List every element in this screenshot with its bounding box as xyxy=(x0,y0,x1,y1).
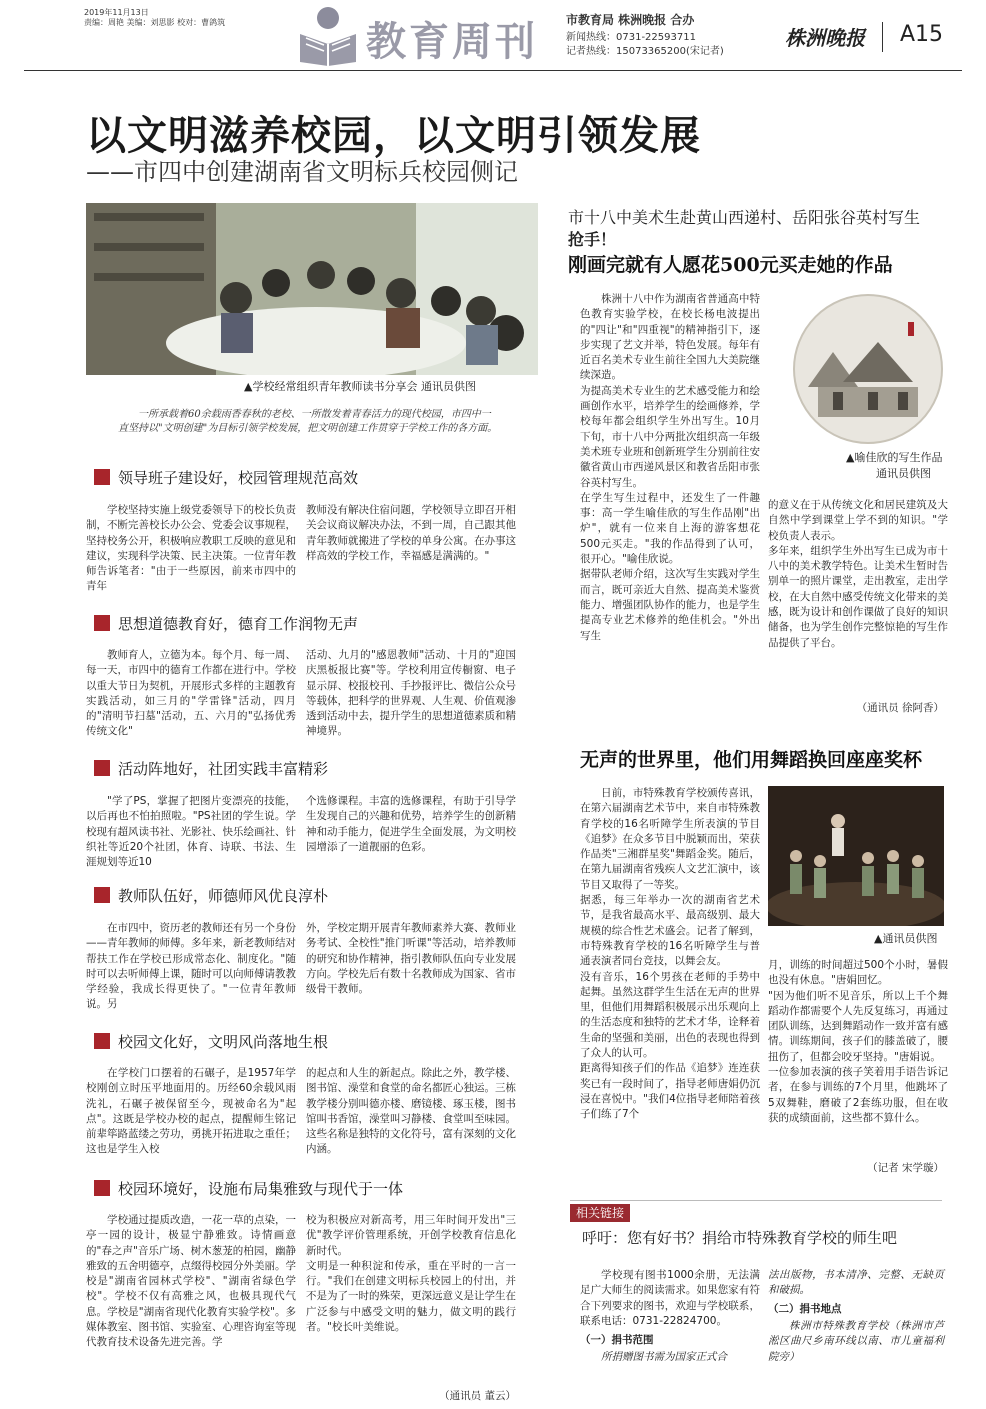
section-heading xyxy=(94,467,534,489)
section3-col1: "学了PS，掌握了把图片变漂亮的技能，以后再也不怕拍照啦。"PS社团的学生说。学校现有超风读书社、光影社、快乐绘画社、针织社等近20个社团，体育、诗联、书法、生涯规划等近10 xyxy=(86,795,296,869)
related-sub2: （二）捐书地点 xyxy=(768,1303,842,1315)
sketch-credit: 通讯员供图 xyxy=(876,467,931,480)
dance-photo-caption: ▲通讯员供图 xyxy=(874,932,938,945)
section-marker-icon xyxy=(94,615,110,631)
related-title: 呼吁：您有好书？捐给市特殊教育学校的师生吧 xyxy=(582,1229,898,1247)
section-marker-icon xyxy=(94,1180,110,1196)
section-title-text: 校园文化好，文明风尚落地生根 xyxy=(118,1033,329,1051)
art-story-kicker: 市十八中美术生赴黄山西递村、岳阳张谷英村写生 xyxy=(568,208,921,227)
section-title-text: 校园环境好，设施布局集雅致与现代于一体 xyxy=(118,1180,404,1198)
dance-story-title: 无声的世界里，他们用舞蹈换回座座奖杯 xyxy=(580,749,923,771)
sketch-artwork-photo xyxy=(788,292,948,446)
art-story-title: 刚画完就有人愿花500元买走她的作品 xyxy=(568,254,893,276)
related-col2: 法出版物，书本清净、完整、无缺页和破损。 xyxy=(768,1269,944,1297)
news-hotline: 新闻热线：0731-22593711 xyxy=(566,32,696,43)
co-organizers: 市教育局 株洲晚报 合办 xyxy=(566,13,695,27)
section6-signature: （通讯员 董云） xyxy=(439,1390,516,1402)
section2-col1: 教师育人，立德为本。每个月、每一周、每一天，市四中的德育工作都在进行中。学校以重大节日为契机，开展形式多样的主题教育实践活动，如三月的"学雷锋"活动，四月的"清明节扫墓"活动，五、六月的"弘扬优秀传统文化" xyxy=(86,649,296,738)
dance-story-col1: 日前，市特殊教育学校颁传喜讯，在第六届湖南艺术节中，来自市特殊教育学校的16名听障学生所表演的节目《追梦》在众多节目中脱颖而出，荣获作品类"三湘群星奖"舞蹈金奖。随后，在第九届湖南省残疾人文艺汇演中，该节目又取得了一等奖。 据悉，每三年举办一次的湖南省艺术节，是我省最高水平、最高级别、最大规模的综合性艺术盛会。记者了解到，市特殊教育学校的16名听障学生与普通表演者同台竞技，以舞会友。 没有音乐，16个男孩在老师的手势中起舞。虽然这群学生生活在无声的世界里，但他们用舞蹈积极展示出乐观向上的生活态度和独特的艺术才华，诠释着生命的坚强和美丽，出色的表现也得到了众人的认可。 距离得知孩子们的作品《追梦》连连获奖已有一段时间了，指导老师唐娟仍沉浸在喜悦中。"我们4位指导老师陪着孩子们练了7个 xyxy=(580,787,760,1121)
related-tag-wrap xyxy=(570,1202,630,1221)
issue-date: 2019年11月13日 xyxy=(84,8,149,17)
section-heading xyxy=(94,885,534,907)
teachers-reading-photo xyxy=(86,203,538,375)
section2-col2: 活动、九月的"感恩教师"活动、十月的"迎国庆黑板报比赛"等。学校利用宣传橱窗、电子显示屏、校报校刊、手抄报评比、微信公众号等载体，把科学的世界观、人生观、价值观渗透到活动中去，提升学生的思想道德素质和精神境界。 xyxy=(306,649,516,738)
section3-col2: 个选修课程。丰富的选修课程，有助于引导学生发现自己的兴趣和优势，培养学生的创新精神和动手能力，促进学生全面发展，为文明校园增添了一道靓丽的色彩。 xyxy=(306,795,516,853)
section-heading xyxy=(94,1178,534,1200)
section-title-text: 领导班子建设好，校园管理规范高效 xyxy=(118,469,359,487)
dance-photo xyxy=(768,786,944,926)
section5-col2: 的起点和人生的新起点。除此之外，教学楼、图书馆、澡堂和食堂的命名都匠心独运。三栋教学楼分别叫德亦楼、磨镜楼、琢玉楼，图书馆叫书香馆，澡堂叫习静楼、食堂叫至味园。这些名称是独特的文化符号，富有深刻的文化内涵。 xyxy=(306,1067,516,1156)
art-story-col1: 株洲十八中作为湖南省普通高中特色教育实验学校，在校长杨电波提出的"四让"和"四重视"的精神指引下，逐步实现了艺文并举，特色发展。每年有近百名美术专业生前往全国九大美院继续深造。 为提高美术专业生的艺术感受能力和绘画创作水平，培养学生的绘画修养，学校每年都会组织学生外出写生。10月下旬，市十八中分两批次组织高一年级美术班专业班和创新班学生分别前往安徽省黄山市西递风景区和教省岳阳市张谷英村写生。 在学生写生过程中，还发生了一件趣事：高一学生喻佳欣的写生作品刚"出炉"，就有一位来自上海的游客想花500元买走。"我的作品得到了认可，很开心。"喻佳欣说。 据带队老师介绍，这次写生实践对学生而言，既可亲近大自然、提高美术鉴赏能力、增强团队协作的能力，也是学生提高专业艺术修养的绝佳机会。"外出写生 xyxy=(580,293,760,642)
editor-credits: 责编：周艳 美编：刘思影 校对：曹鸽筑 xyxy=(84,18,226,27)
section-title-text: 教师队伍好，师德师风优良淳朴 xyxy=(118,887,329,905)
section4-col1: 在市四中，资历老的教师还有另一个身份——青年教师的师傅。多年来，新老教师结对帮扶工作在学校已形成常态化、制度化。"随时可以去听师傅上课，随时可以向师傅请教教学经验，我成长得更快了。"一位青年教师说。另 xyxy=(86,922,296,1011)
related-tag: 相关链接 xyxy=(570,1204,630,1222)
related-divider xyxy=(570,1200,942,1201)
main-headline: 以文明滋养校园，以文明引领发展 xyxy=(86,113,701,159)
section-marker-icon xyxy=(94,1033,110,1049)
section-heading xyxy=(94,758,534,780)
section1-col1: 学校坚持实施上级党委领导下的校长负责制，不断完善校长办公会、党委会议事规程，坚持校务公开，积极响应教职工反映的意见和建议，实现科学决策、民主决策。一位青年教师告诉笔者："由于一些原因，前来市四中的青年 xyxy=(86,504,296,593)
section6-col2: 校为积极应对新高考，用三年时间开发出"三优"教学评价管理系统，开创学校教育信息化新时代。 文明是一种积淀和传承，重在平时的一言一行。"我们在创建文明标兵校园上的付出，并不是为了一时的殊荣，更深远意义是让学生在广泛参与中感受文明的魅力，做文明的践行者。"校长叶美维说。 xyxy=(306,1214,516,1334)
sketch-caption: ▲喻佳欣的写生作品 xyxy=(846,451,943,464)
dance-story-col2: 月，训练的时间超过500个小时，暑假也没有休息。"唐娟回忆。 "因为他们听不见音乐，所以上千个舞蹈动作都需要个人先反复练习，再通过团队训练，达到舞蹈动作一致并富有感情。训练期间，孩子们的膝盖破了，腰扭伤了，但都会咬牙坚持。"唐娟说。 一位参加表演的孩子笑着用手语告诉记者，在参与训练的7个月里，他跳坏了5双舞鞋，磨破了2套练功服，但在收获的成绩面前，这些都不算什么。 xyxy=(768,959,948,1124)
section-marker-icon xyxy=(94,760,110,776)
reading-mascot-icon xyxy=(296,4,360,66)
section5-col1: 在学校门口摆着的石碾子，是1957年学校刚创立时压平地面用的。历经60余载风雨洗礼，石碾子被保留至今，现被命名为"起点"。这既是学校办校的起点，提醒师生铭记前辈筚路蓝缕之劳功，勇挑开拓进取之重任；这也是学生入校 xyxy=(86,1067,296,1156)
section-heading xyxy=(94,613,534,635)
section-title: 教育周刊 xyxy=(366,19,538,65)
newspaper-logo: 株洲晚报 xyxy=(785,26,865,50)
art-story-signature: （通讯员 徐阿香） xyxy=(856,702,944,714)
dance-story-signature: （记者 宋学璇） xyxy=(867,1162,944,1174)
art-story-kicker2: 抢手！ xyxy=(568,230,617,249)
related-col1: 学校现有图书1000余册，无法满足广大师生的阅读需求。如果您家有符合下列要求的图书，欢迎与学校联系，联系电话：0731-22824700。 xyxy=(580,1269,760,1327)
section4-col2: 外，学校定期开展青年教师素养大赛、教师业务考试、全校性"推门听课"等活动，培养教师的研究和协作精神，指引教师队伍向专业发展方向。学校先后有数十名教师成为国家、省市级骨干教师。 xyxy=(306,922,516,996)
related-sub1: （一）捐书范围 xyxy=(580,1334,654,1346)
section-heading xyxy=(94,1031,534,1053)
header-divider xyxy=(882,22,883,52)
section-marker-icon xyxy=(94,887,110,903)
related-col1b: 所捐赠图书需为国家正式合 xyxy=(601,1351,727,1363)
reporter-hotline: 记者热线：15073365200(宋记者) xyxy=(566,46,724,57)
header-rule xyxy=(24,70,962,71)
section-marker-icon xyxy=(94,469,110,485)
lead-paragraph: 一所承载着60余载雨香春秋的老校、一所散发着青春活力的现代校园，市四中一直坚持以"文明创建"为目标引领学校发展，把文明创建工作贯穿于学校工作的各方面。 xyxy=(118,409,498,434)
related-col2b: 株洲市特殊教育学校（株洲市芦淞区曲尺乡南环线以南、市儿童福利院旁） xyxy=(768,1320,944,1363)
section1-col2: 教师没有解决住宿问题，学校领导立即召开相关会议商议解决办法，不到一周，自己跟其他青年教师就搬进了学校的单身公寓。在办事这样高效的学校工作，幸福感是满满的。" xyxy=(306,504,516,562)
main-subhead: ——市四中创建湖南省文明标兵校园侧记 xyxy=(86,158,518,186)
page-number: A15 xyxy=(900,22,944,47)
section-title-text: 活动阵地好，社团实践丰富精彩 xyxy=(118,760,329,778)
section-title-text: 思想道德教育好，德育工作润物无声 xyxy=(118,615,359,633)
art-story-col2: 的意义在于从传统文化和居民建筑及大自然中学到课堂上学不到的知识。"学校负责人表示。 多年来，组织学生外出写生已成为市十八中的美术教学特色。让美术生暂时告别单一的照片课堂，走出教室，走出学校，在大自然中感受传统文化带来的美感，既为设计和创作课做了良好的知识储备，也为学生创作完整惊艳的写生作品提供了平台。 xyxy=(768,499,948,649)
main-photo-caption: ▲学校经常组织青年教师读书分享会 通讯员供图 xyxy=(244,380,476,393)
section6-col1: 学校通过提质改造，一花一草的点染，一亭一园的设计，极显宁静雅致。诗情画意的"春之声"音乐广场、树木葱茏的柏园，幽静雅致的五舍明德亭，点缀得校园分外美丽。学校是"湖南省园林式学校"、"湖南省绿色学校"。学校不仅有高雅之风，也极具现代气息。学校是"湖南省现代化教育实验学校"。多媒体教室、图书馆、实验室、心理咨询室等现代教育技术设备先进完善。学 xyxy=(86,1214,296,1349)
